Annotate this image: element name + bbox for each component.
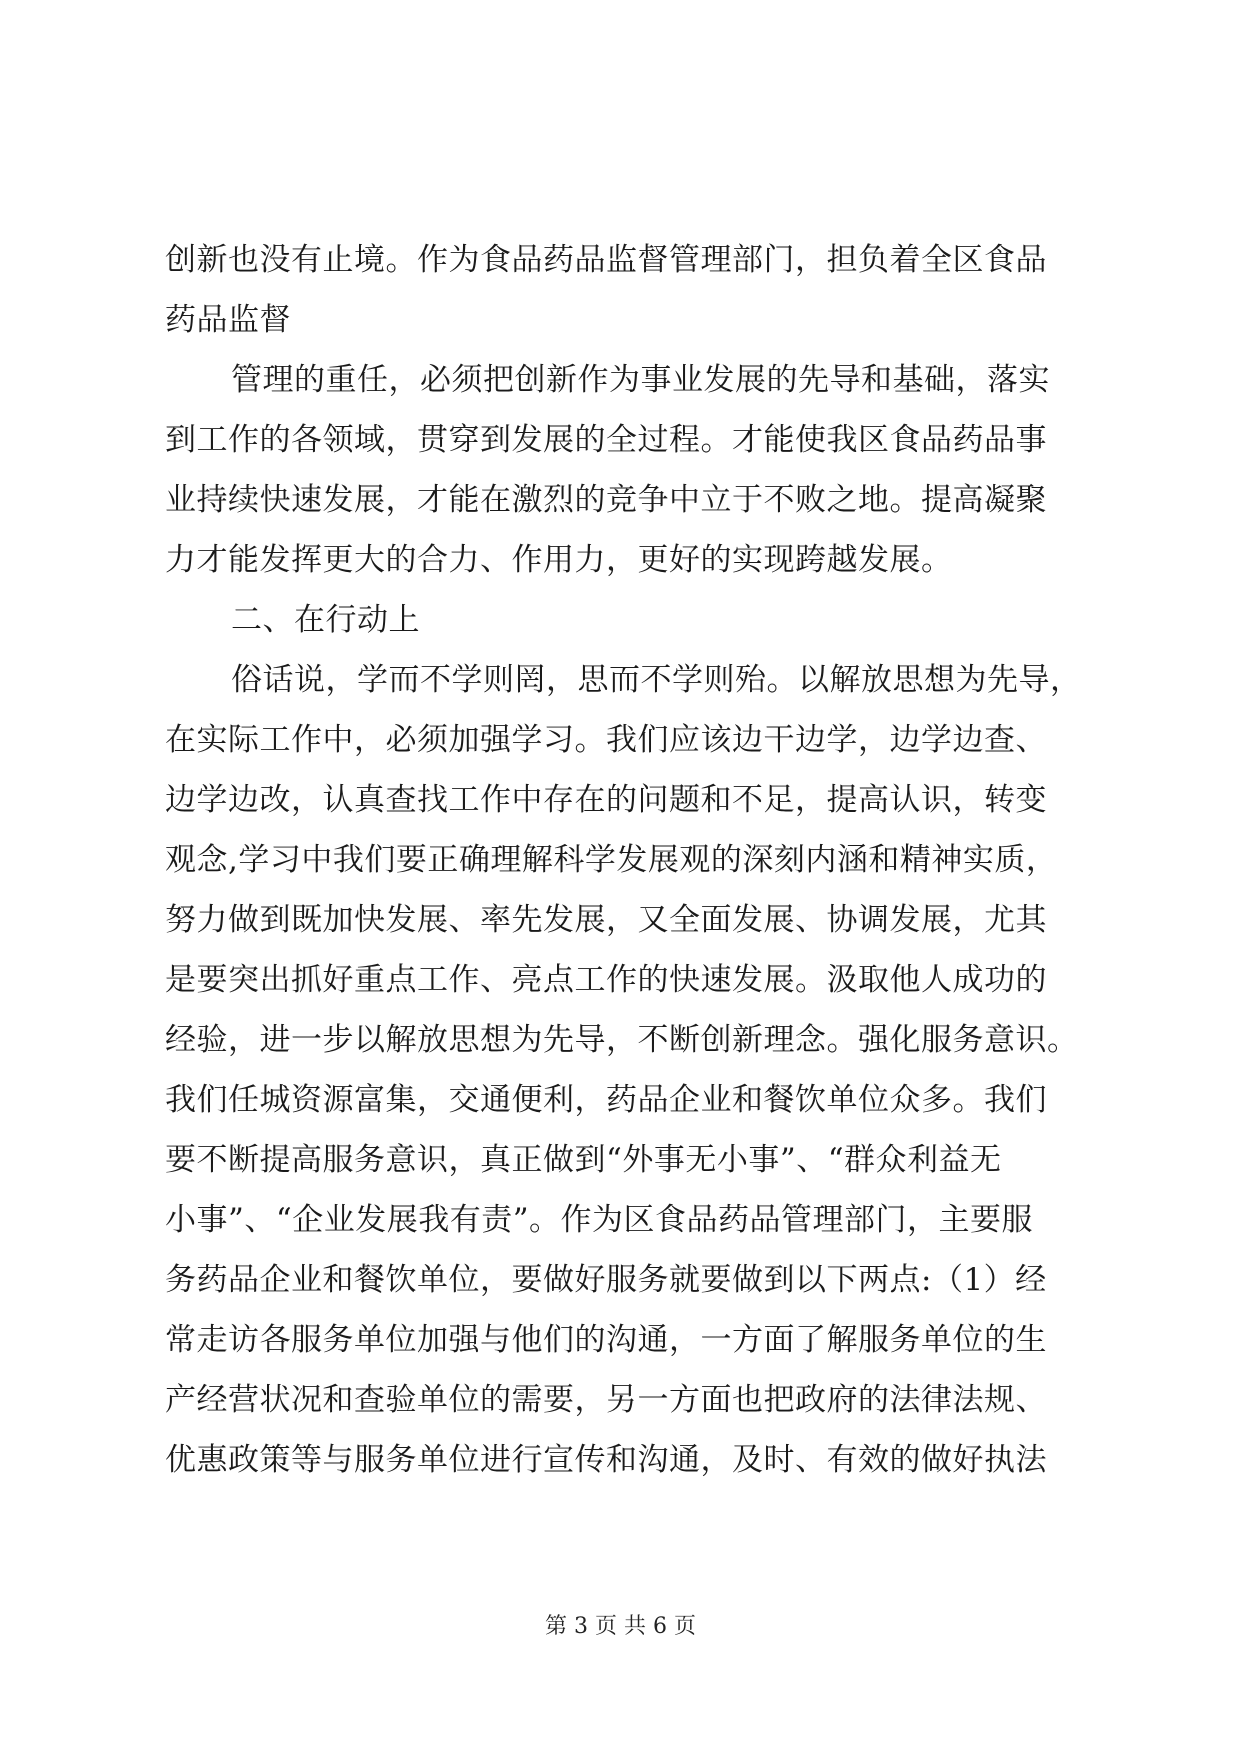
document-body: [165, 230, 1085, 1490]
text-line: 二、在行动上: [231, 602, 420, 638]
text-line: 管理的重任，必须把创新作为事业发展的先导和基础，落实: [231, 362, 1050, 398]
text-line: 优惠政策等与服务单位进行宣传和沟通，及时、有效的做好执法: [165, 1442, 1047, 1478]
text-line: 经验，进一步以解放思想为先导，不断创新理念。强化服务意识。: [165, 1022, 1079, 1058]
page-footer: 第 3 页 共 6 页: [545, 1614, 696, 1639]
text-line: 到工作的各领域，贯穿到发展的全过程。才能使我区食品药品事: [165, 422, 1047, 458]
text-line: 常走访各服务单位加强与他们的沟通，一方面了解服务单位的生: [165, 1322, 1047, 1358]
text-line: 努力做到既加快发展、率先发展，又全面发展、协调发展，尤其: [165, 902, 1047, 938]
text-line: 边学边改，认真查找工作中存在的问题和不足，提高认识，转变: [165, 782, 1047, 818]
text-line: 业持续快速发展，才能在激烈的竞争中立于不败之地。提高凝聚: [165, 482, 1047, 518]
text-line: 在实际工作中，必须加强学习。我们应该边干边学，边学边查、: [165, 722, 1047, 758]
text-line: 创新也没有止境。作为食品药品监督管理部门，担负着全区食品: [165, 242, 1047, 278]
text-line: 观念,学习中我们要正确理解科学发展观的深刻内涵和精神实质，: [165, 842, 1058, 878]
text-line: 药品监督: [165, 302, 291, 338]
text-line: 产经营状况和查验单位的需要，另一方面也把政府的法律法规、: [165, 1382, 1047, 1418]
text-line: 力才能发挥更大的合力、作用力，更好的实现跨越发展。: [165, 542, 953, 578]
text-line: 是要突出抓好重点工作、亮点工作的快速发展。汲取他人成功的: [165, 962, 1047, 998]
text-line: 我们任城资源富集，交通便利，药品企业和餐饮单位众多。我们: [165, 1082, 1047, 1118]
text-line: 小事”、“企业发展我有责”。作为区食品药品管理部门，主要服: [165, 1202, 1034, 1238]
text-line: 务药品企业和餐饮单位，要做好服务就要做到以下两点:（1）经: [165, 1262, 1047, 1298]
text-line: 要不断提高服务意识，真正做到“外事无小事”、“群众利益无: [165, 1142, 1002, 1178]
text-line: 俗话说，学而不学则罔，思而不学则殆。以解放思想为先导，: [231, 662, 1082, 698]
